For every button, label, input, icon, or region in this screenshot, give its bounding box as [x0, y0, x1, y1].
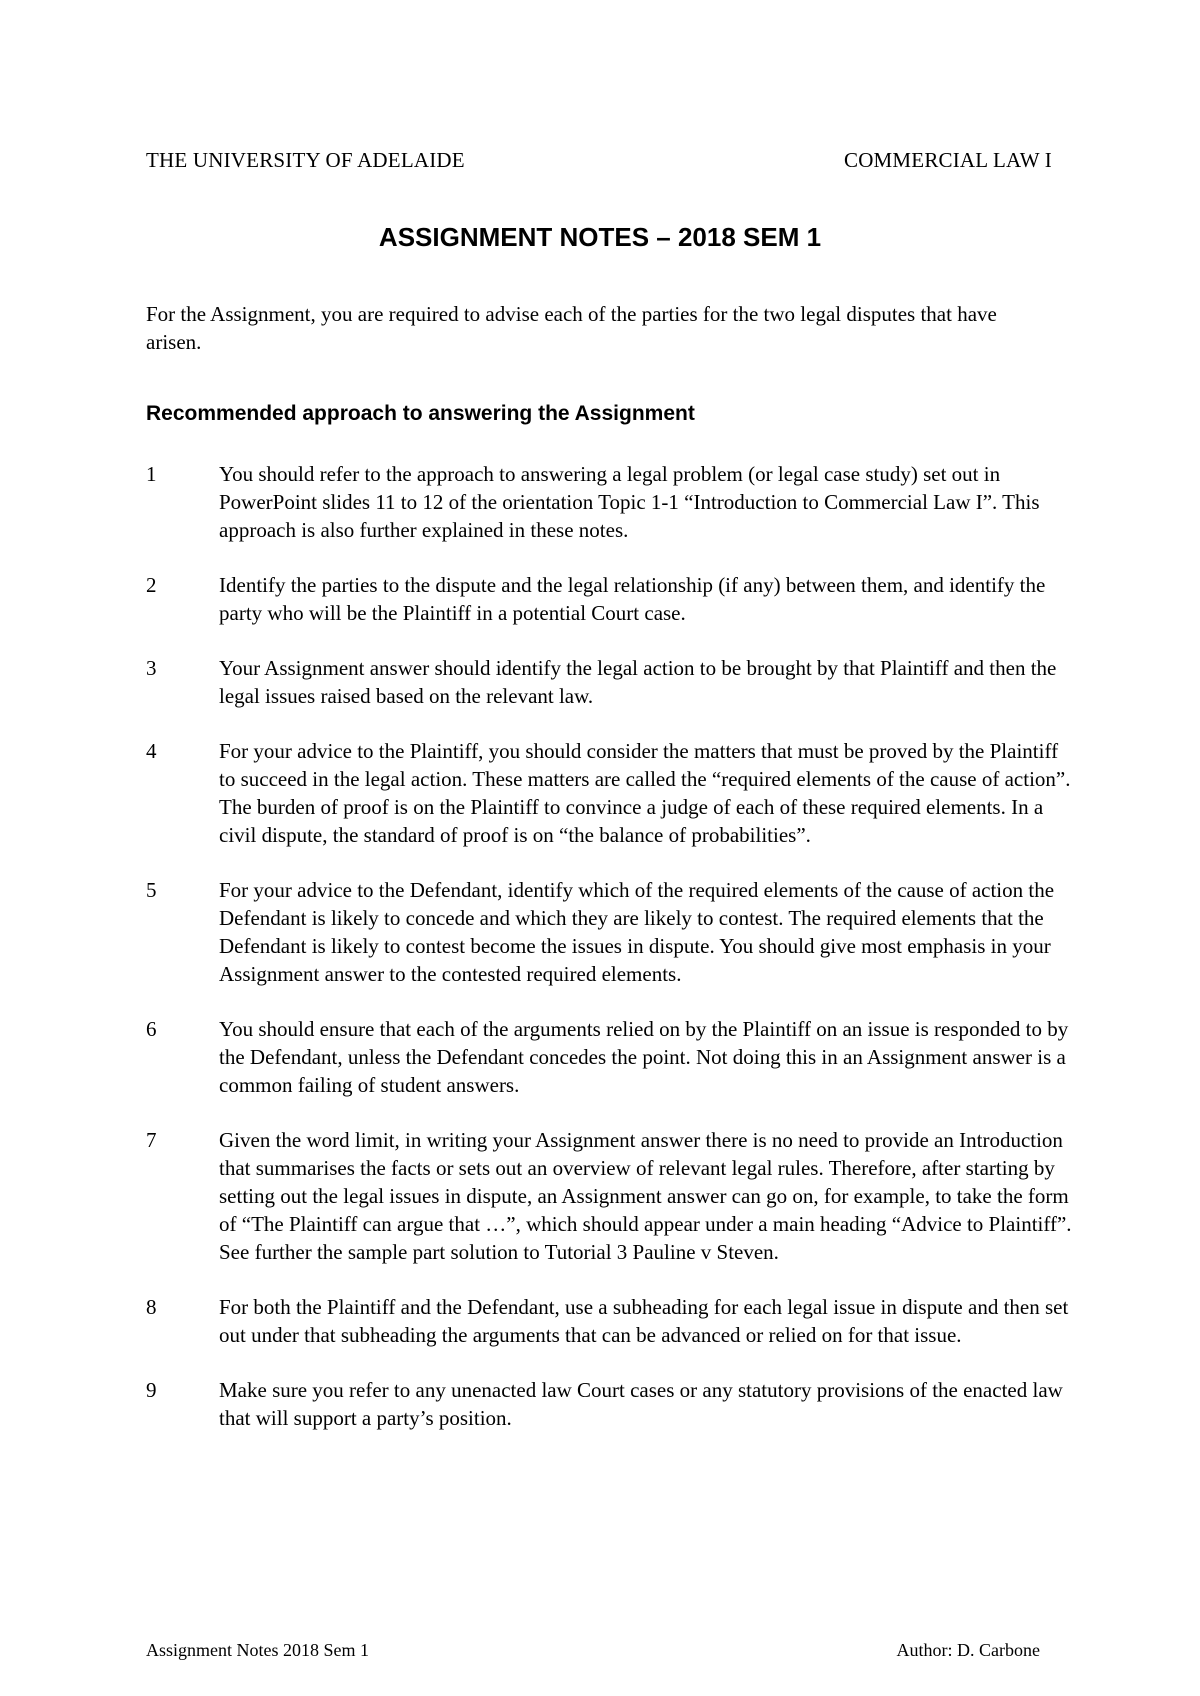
item-text: Given the word limit, in writing your Assignment answer there is no need to provide an Introduction that summarises the facts or sets out an overview of relevant legal rules. Therefore, after starting by setting out the legal issues in dispute, an Assignment answer can go on, for example, to take the form of “The Plaintiff can argue that …”, which should appear under a main heading “Advice to Plaintiff”. See further the sample part solution to Tutorial 3 Pauline v Steven.: [219, 1128, 1072, 1264]
item-number: 9: [146, 1378, 157, 1402]
header-course: COMMERCIAL LAW I: [843, 148, 1052, 172]
list-item: [146, 1293, 1076, 1349]
item-number: 8: [146, 1295, 157, 1319]
item-text: Your Assignment answer should identify the legal action to be brought by that Plaintiff and then the legal issues raised based on the relevant law.: [219, 656, 1057, 708]
item-text: Make sure you refer to any unenacted law Court cases or any statutory provisions of the enacted law that will support a party’s position.: [219, 1378, 1063, 1430]
list-item: [146, 1126, 1076, 1266]
item-number: 7: [146, 1128, 157, 1152]
header-institution: THE UNIVERSITY OF ADELAIDE: [146, 148, 465, 172]
item-text: You should refer to the approach to answering a legal problem (or legal case study) set out in PowerPoint slides 11 to 12 of the orientation Topic 1-1 “Introduction to Commercial Law I”. This approach is also further explained in these notes.: [219, 462, 1040, 542]
numbered-list: [146, 460, 1076, 1459]
item-text: For your advice to the Plaintiff, you should consider the matters that must be proved by the Plaintiff to succeed in the legal action. These matters are called the “required elements of the cause of action”. The burden of proof is on the Plaintiff to convince a judge of each of these required elements. In a civil dispute, the standard of proof is on “the balance of probabilities”.: [219, 739, 1071, 847]
footer-document-name: Assignment Notes 2018 Sem 1: [146, 1640, 369, 1660]
item-number: 3: [146, 656, 157, 680]
list-item: [146, 571, 1076, 627]
list-item: [146, 1015, 1076, 1099]
list-item: [146, 737, 1076, 849]
item-text: You should ensure that each of the arguments relied on by the Plaintiff on an issue is responded to by the Defendant, unless the Defendant concedes the point. Not doing this in an Assignment answer is a common failing of student answers.: [219, 1017, 1069, 1097]
section-heading: Recommended approach to answering the Assignment: [146, 402, 695, 425]
page-title: ASSIGNMENT NOTES – 2018 SEM 1: [378, 222, 822, 252]
list-item: [146, 876, 1076, 988]
item-number: 4: [146, 739, 157, 763]
item-number: 2: [146, 573, 157, 597]
intro-paragraph: For the Assignment, you are required to advise each of the parties for the two legal disputes that have arisen.: [146, 302, 997, 354]
item-number: 5: [146, 878, 157, 902]
item-text: For both the Plaintiff and the Defendant, use a subheading for each legal issue in dispute and then set out under that subheading the arguments that can be advanced or relied on for that issue.: [219, 1295, 1069, 1347]
item-text: Identify the parties to the dispute and the legal relationship (if any) between them, and identify the party who will be the Plaintiff in a potential Court case.: [219, 573, 1046, 625]
item-text: For your advice to the Defendant, identify which of the required elements of the cause of action the Defendant is likely to concede and which they are likely to contest. The required elements that the Defendant is likely to contest become the issues in dispute. You should give most emphasis in your Assignment answer to the contested required elements.: [219, 878, 1055, 986]
list-item: [146, 654, 1076, 710]
item-number: 6: [146, 1017, 157, 1041]
list-item: [146, 460, 1076, 544]
item-number: 1: [146, 462, 157, 486]
list-item: [146, 1376, 1076, 1432]
footer-author: Author: D. Carbone: [896, 1640, 1040, 1660]
